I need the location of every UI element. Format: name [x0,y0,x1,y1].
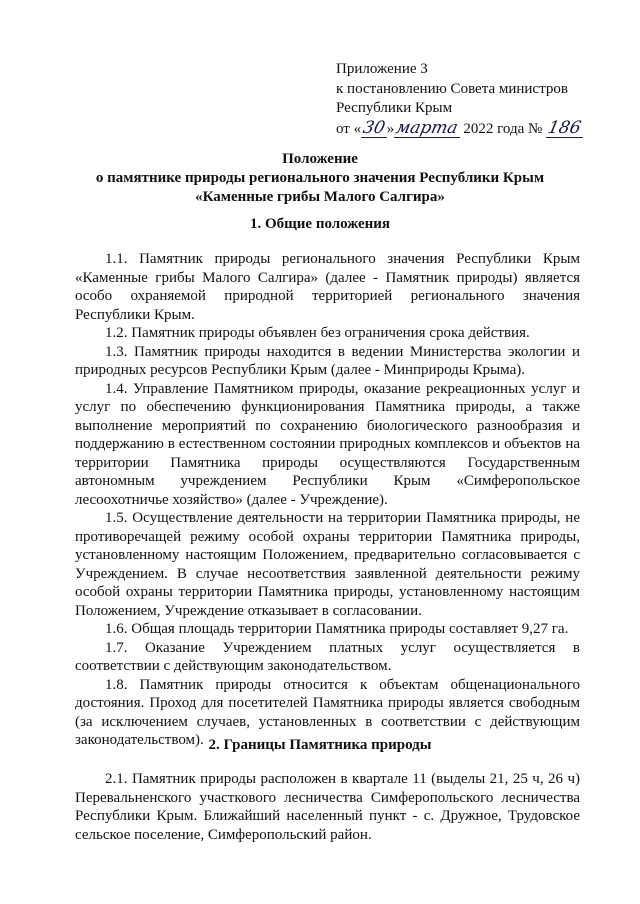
paragraph-1-1: 1.1. Памятник природы регионального значения Республики Крым «Каменные грибы Малого Салгира» (далее - Памятник природы) является особо охраняемой природной территорией регионального значения Республики Крым. [75,251,580,323]
paragraph-1-3: 1.3. Памятник природы находится в ведении Министерства экологии и природных ресурсов Республики Крым (далее - Минприроды Крыма). [75,343,580,378]
annex-resolution-line: к постановлению Совета министров [336,80,568,97]
section-1-heading: 1. Общие положения [249,216,391,232]
date-prefix: от « [336,120,362,137]
paragraph-1-5: 1.5. Осуществление деятельности на территории Памятника природы, не противоречащей режиму особой охраны территории Памятника природы, установленному настоящим Положением, предварительно согласовывается с Учреждением. В случае несоответствия заявленной деятельности режиму особой охраны территории Памятника природы, установленному настоящим Положением, Учреждение отказывает в согласовании. [75,510,580,619]
annex-date-line [336,119,583,140]
date-mid: » [386,120,395,137]
annex-title: Приложение 3 [336,61,428,77]
title-line-1: Положение [282,151,358,167]
document-title [0,150,640,207]
section-2-body [75,770,580,844]
title-line-3: «Каменные грибы Малого Салгира» [195,189,445,205]
section-2-heading: 2. Границы Памятника природы [208,737,432,753]
title-line-2: о памятнике природы регионального значения Республики Крым [95,170,545,186]
paragraph-1-7: 1.7. Оказание Учреждением платных услуг осуществляется в соответствии с действующим законодательством. [75,639,580,674]
handwritten-day: 30 [361,117,388,138]
annex-header [336,60,583,139]
handwritten-month: марта [394,117,460,138]
paragraph-2-1: 2.1. Памятник природы расположен в квартале 11 (выделы 21, 25 ч, 26 ч) Перевальненского участкового лесничества Симферопольского лесничества Республики Крым. Ближайший населенный пункт - с. Дружное, Трудовское сельское поселение, Симферопольский район. [75,771,580,843]
paragraph-1-4: 1.4. Управление Памятником природы, оказание рекреационных услуг и услуг по обеспечению функционирования Памятника природы, а также выполнение мероприятий по сохранению биологического разнообразия и поддержанию в естественном состоянии природных комплексов и объектов на территории Памятника природы осуществляются Государственным автономным учреждением Республики Крым «Симферопольское лесоохотничье хозяйство» (далее - Учреждение). [75,380,580,508]
handwritten-number: 186 [546,117,583,138]
year-and-number-label: 2022 года № [463,120,543,137]
paragraph-1-8: 1.8. Памятник природы относится к объектам общенационального достояния. Проход для посетителей Памятника природы является свободным (за исключением случаев, установленных в соответствии с действующим законодательством). [75,676,580,748]
section-1-body [75,250,580,750]
annex-republic-line: Республики Крым [336,100,453,116]
paragraph-1-6: 1.6. Общая площадь территории Памятника природы составляет 9,27 га. [105,621,569,637]
paragraph-1-2: 1.2. Памятник природы объявлен без ограничения срока действия. [105,325,530,341]
